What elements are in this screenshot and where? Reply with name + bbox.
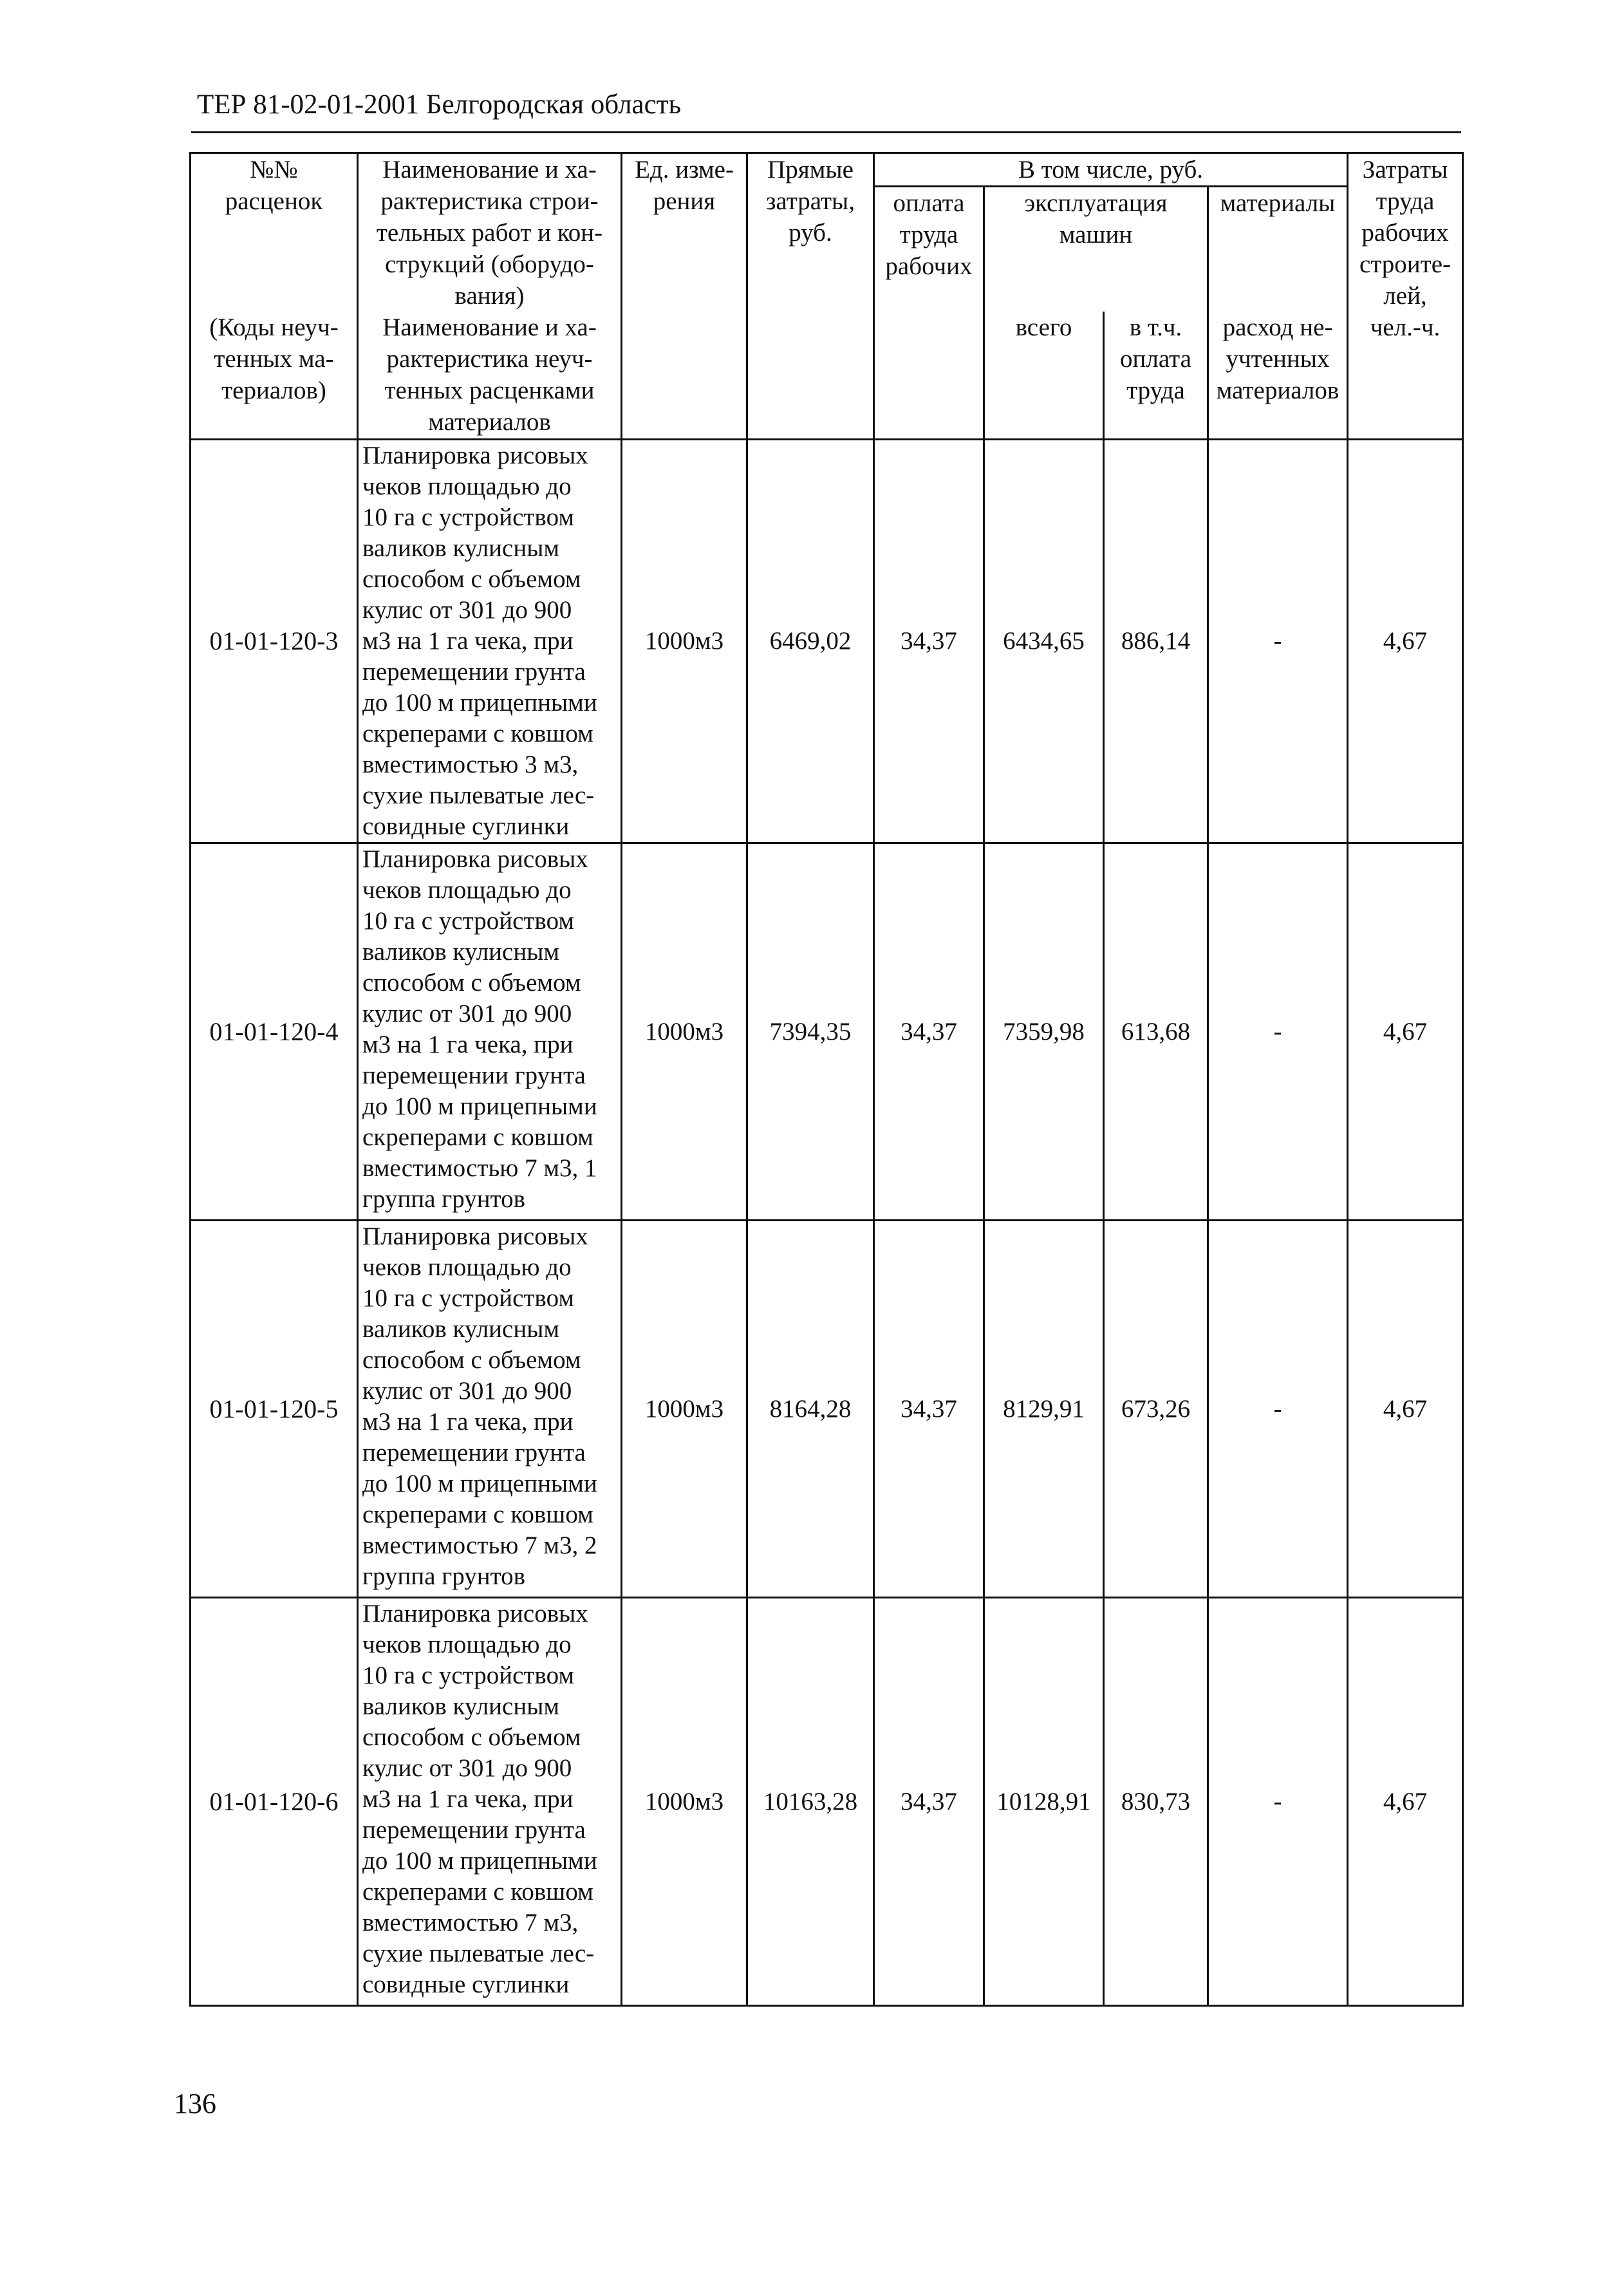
machine-total-cell: 8129,91 [984, 1220, 1104, 1597]
text-line: №№ [250, 156, 298, 183]
text-line: вания) [454, 282, 525, 310]
text-line: Планировка рисовых [362, 441, 588, 469]
text-line: сухие пылеватые лес- [362, 1939, 595, 1967]
text-line: совидные суглинки [362, 1970, 570, 1998]
text-line: до 100 м прицепными [362, 1092, 597, 1120]
text-line: материалов [1216, 377, 1339, 404]
text-line: вместимостью 7 м3, [362, 1908, 579, 1936]
text-line: рения [653, 187, 716, 215]
table-row [191, 1597, 1463, 2005]
direct-costs-cell: 8164,28 [747, 1220, 874, 1597]
rate-code: 01-01-120-3 [191, 439, 358, 843]
text-line: кулис от 301 до 900 [362, 1376, 572, 1405]
machine-pay-cell: 613,68 [1104, 843, 1208, 1220]
table-row [191, 439, 1463, 843]
materials-cell: - [1208, 843, 1348, 1220]
text-line: м3 на 1 га чека, при [362, 1407, 574, 1436]
text-line: скреперами с ковшом [362, 719, 593, 747]
text-line: Затраты [1362, 156, 1448, 183]
text-line: м3 на 1 га чека, при [362, 1785, 574, 1813]
machine-pay-cell: 886,14 [1104, 439, 1208, 843]
text-line: валиков кулисным [362, 1315, 560, 1343]
labor-pay-cell: 34,37 [874, 439, 984, 843]
header-unaccounted-consumption [1208, 312, 1348, 439]
work-description [358, 1220, 622, 1597]
text-line: кулис от 301 до 900 [362, 1754, 572, 1782]
text-line: валиков кулисным [362, 1692, 560, 1720]
machine-total-cell: 10128,91 [984, 1597, 1104, 2005]
text-line: сухие пылеватые лес- [362, 781, 595, 809]
unit-cell: 1000м3 [622, 843, 747, 1220]
text-line: струкций (оборудо- [385, 250, 594, 278]
labor-hours-cell: 4,67 [1348, 1220, 1463, 1597]
text-line: группа грунтов [362, 1562, 526, 1590]
text-line: в т.ч. [1129, 314, 1182, 341]
text-line: перемещении грунта [362, 1438, 586, 1466]
rate-code: 01-01-120-5 [191, 1220, 358, 1597]
text-line: Прямые [767, 156, 854, 183]
text-line: материалов [428, 408, 551, 436]
header-unaccounted-name [358, 312, 622, 439]
header-labor-cost [1348, 153, 1463, 440]
rate-code: 01-01-120-6 [191, 1597, 358, 2005]
text-line: кулис от 301 до 900 [362, 999, 572, 1027]
header-labor-pay [874, 187, 984, 440]
text-line: вместимостью 7 м3, 1 [362, 1154, 597, 1182]
table-row [191, 843, 1463, 1220]
unit-cell: 1000м3 [622, 1597, 747, 2005]
text-line: тельных работ и кон- [376, 219, 603, 247]
text-line: до 100 м прицепными [362, 688, 597, 717]
unit-cell: 1000м3 [622, 439, 747, 843]
text-line: вместимостью 3 м3, [362, 750, 579, 778]
text-line: Ед. изме- [635, 156, 734, 183]
text-line: рактеристика строи- [380, 187, 599, 215]
machine-total-cell: 6434,65 [984, 439, 1104, 843]
text-line: 10 га с устройством [362, 503, 575, 531]
text-line: скреперами с ковшом [362, 1877, 593, 1906]
text-line: до 100 м прицепными [362, 1469, 597, 1497]
text-line: тенных ма- [214, 345, 334, 373]
running-title: ТЕР 81-02-01-2001 Белгородская область [197, 89, 682, 120]
machine-total-cell: 7359,98 [984, 843, 1104, 1220]
text-line: скреперами с ковшом [362, 1123, 593, 1151]
text-line: способом с объемом [362, 1723, 581, 1751]
text-line: способом с объемом [362, 565, 581, 593]
text-line: чеков площадью до [362, 876, 572, 904]
header-unaccounted-codes [191, 312, 358, 439]
text-line: руб. [789, 219, 832, 247]
rates-table [189, 152, 1464, 2007]
text-line: расход не- [1222, 314, 1333, 341]
header-unit [622, 153, 747, 440]
text-line: перемещении грунта [362, 1061, 586, 1089]
labor-pay-cell: 34,37 [874, 843, 984, 1220]
header-materials: материалы [1208, 187, 1348, 311]
labor-hours-cell: 4,67 [1348, 843, 1463, 1220]
text-line: лей, [1383, 282, 1427, 310]
header-work-name [358, 153, 622, 312]
text-line: вместимостью 7 м3, 2 [362, 1531, 597, 1559]
header-including: В том числе, руб. [874, 153, 1348, 187]
text-line: затраты, [765, 187, 855, 215]
text-line: 10 га с устройством [362, 1284, 575, 1312]
work-description [358, 843, 622, 1220]
text-line: кулис от 301 до 900 [362, 595, 572, 624]
text-line: труда [1126, 377, 1185, 404]
text-line: расценок [225, 187, 323, 215]
text-line: строите- [1359, 250, 1451, 278]
text-line: рактеристика неуч- [386, 345, 593, 373]
text-line: м3 на 1 га чека, при [362, 626, 574, 655]
text-line: перемещении грунта [362, 1815, 586, 1844]
work-description [358, 439, 622, 843]
text-line: чел.-ч. [1370, 314, 1441, 341]
text-line: чеков площадью до [362, 1630, 572, 1658]
machine-pay-cell: 673,26 [1104, 1220, 1208, 1597]
text-line: Наименование и ха- [382, 314, 597, 341]
text-line: чеков площадью до [362, 472, 572, 500]
text-line: совидные суглинки [362, 812, 570, 840]
labor-hours-cell: 4,67 [1348, 1597, 1463, 2005]
text-line: валиков кулисным [362, 534, 560, 562]
text-line: группа грунтов [362, 1185, 526, 1213]
labor-pay-cell: 34,37 [874, 1597, 984, 2005]
text-line: териалов) [221, 377, 326, 404]
unit-cell: 1000м3 [622, 1220, 747, 1597]
text-line: скреперами с ковшом [362, 1500, 593, 1528]
materials-cell: - [1208, 1597, 1348, 2005]
text-line: рабочих [885, 252, 973, 280]
text-line: валиков кулисным [362, 937, 560, 966]
text-line: Планировка рисовых [362, 1599, 588, 1627]
direct-costs-cell: 6469,02 [747, 439, 874, 843]
direct-costs-cell: 7394,35 [747, 843, 874, 1220]
text-line: учтенных [1226, 345, 1330, 373]
text-line: оплата [1120, 345, 1191, 373]
labor-pay-cell: 34,37 [874, 1220, 984, 1597]
text-line: Наименование и ха- [382, 156, 597, 183]
header-rate-no [191, 153, 358, 312]
text-line: перемещении грунта [362, 657, 586, 686]
materials-cell: - [1208, 1220, 1348, 1597]
header-machine-total: всего [984, 312, 1104, 439]
rate-code: 01-01-120-4 [191, 843, 358, 1220]
text-line: способом с объемом [362, 968, 581, 997]
text-line: способом с объемом [362, 1345, 581, 1374]
text-line: до 100 м прицепными [362, 1846, 597, 1875]
machine-pay-cell: 830,73 [1104, 1597, 1208, 2005]
text-line: труда [899, 221, 958, 248]
text-line: машин [1059, 221, 1133, 248]
text-line: 10 га с устройством [362, 1661, 575, 1689]
header-direct-costs [747, 153, 874, 440]
page-number: 136 [174, 2088, 216, 2119]
labor-hours-cell: 4,67 [1348, 439, 1463, 843]
text-line: (Коды неуч- [209, 314, 339, 341]
text-line: эксплуатация [1024, 189, 1168, 217]
direct-costs-cell: 10163,28 [747, 1597, 874, 2005]
text-line: Планировка рисовых [362, 845, 588, 873]
text-line: оплата [893, 189, 965, 217]
materials-cell: - [1208, 439, 1348, 843]
text-line: 10 га с устройством [362, 906, 575, 935]
table-row [191, 1220, 1463, 1597]
text-line: м3 на 1 га чека, при [362, 1030, 574, 1058]
header-rule [191, 131, 1461, 133]
header-machine-ops [984, 187, 1208, 311]
text-line: Планировка рисовых [362, 1222, 588, 1250]
text-line: труда [1376, 187, 1435, 215]
work-description [358, 1597, 622, 2005]
text-line: чеков площадью до [362, 1253, 572, 1281]
text-line: тенных расценками [384, 377, 595, 404]
header-machine-incl-pay [1104, 312, 1208, 439]
text-line: рабочих [1361, 219, 1449, 247]
